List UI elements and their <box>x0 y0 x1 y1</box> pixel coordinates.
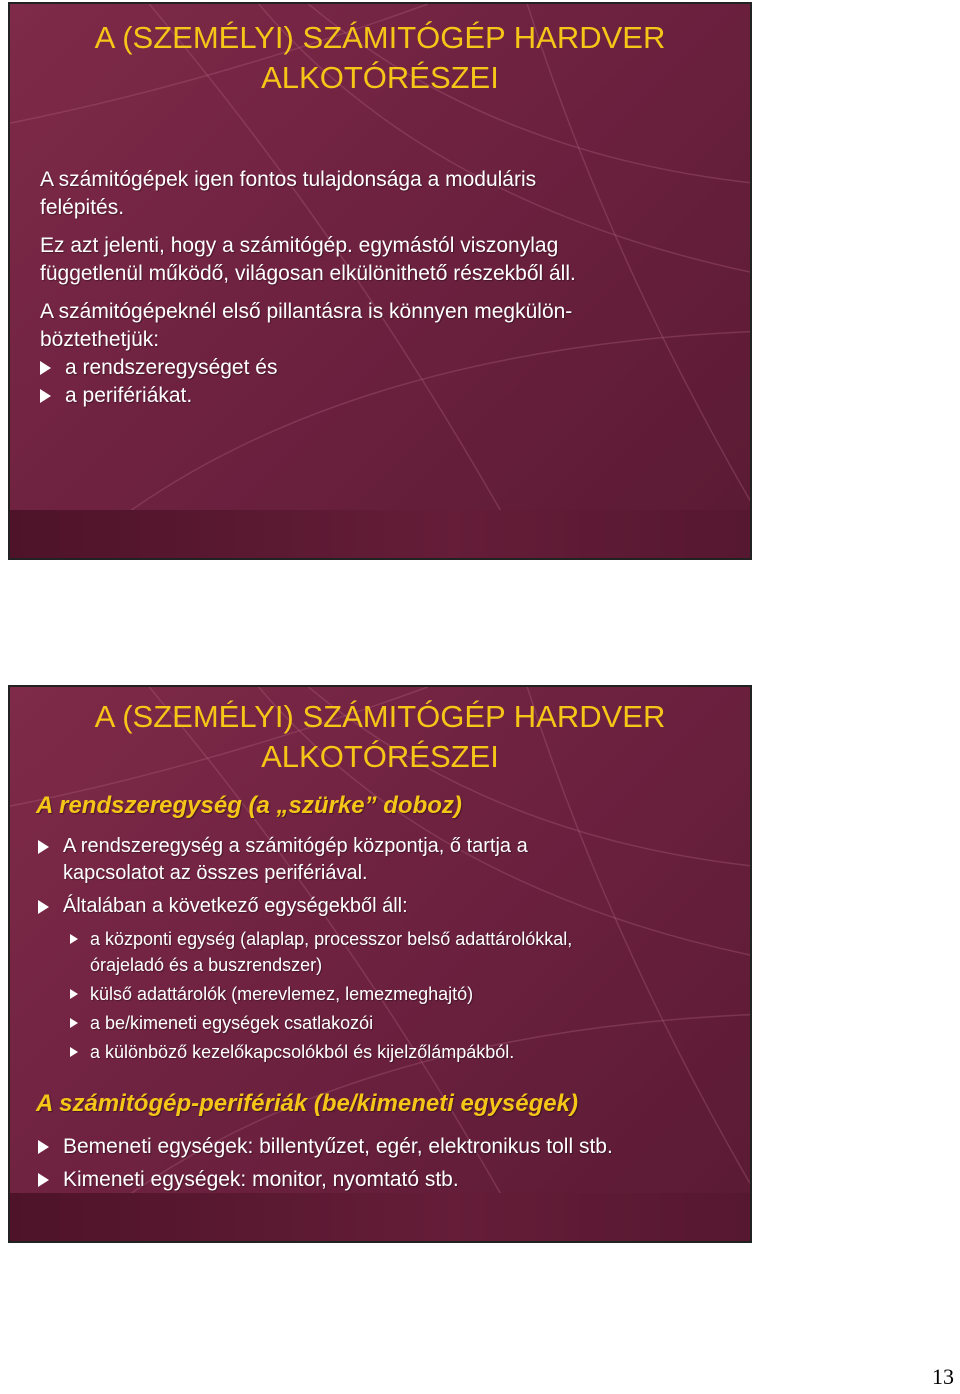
slide-2-title <box>10 697 750 777</box>
slide-1-content <box>10 4 750 558</box>
paragraph-3-line-2: böztethetjük: <box>40 328 160 351</box>
slide-2 <box>8 685 752 1243</box>
page-number: 13 <box>932 1364 954 1389</box>
bullet-item <box>40 354 730 382</box>
list-item <box>38 1131 738 1162</box>
slide-1-title-line-2: ALKOTÓRÉSZEI <box>261 60 499 95</box>
peripherals-list <box>38 1131 738 1201</box>
list-item-line-2: kapcsolatot az összes perifériával. <box>63 862 368 884</box>
paragraph-1-line-1: A számitógépek igen fontos tulajdonsága a moduláris <box>40 168 537 191</box>
paragraph-1-line-2: felépités. <box>40 196 125 219</box>
sublist-item-text: külső adattárolók (merevlemez, lemezmeghajtó) <box>90 984 474 1004</box>
list-item-text: Bemeneti egységek: billentyűzet, egér, elektronikus toll stb. <box>63 1135 613 1158</box>
slide-2-content <box>10 687 750 1241</box>
list-item-line-1: A rendszeregység a számitógép központja, ő tartja a <box>63 835 528 857</box>
slide-2-title-line-2: ALKOTÓRÉSZEI <box>261 739 499 774</box>
arrow-bullet-icon <box>38 900 49 914</box>
slide-1-body <box>40 166 730 410</box>
slide-1 <box>8 2 752 560</box>
bullet-item <box>40 382 730 410</box>
arrow-bullet-icon <box>40 389 51 403</box>
sublist-item-line-2: órajeladó és a buszrendszer) <box>90 955 323 975</box>
paragraph-2-line-2: függetlenül működő, világosan elkülönithető részekből áll. <box>40 262 576 285</box>
arrow-bullet-icon <box>38 1140 49 1154</box>
slide-1-title-line-1: A (SZEMÉLYI) SZÁMITÓGÉP HARDVER <box>94 20 666 55</box>
list-item <box>38 833 738 887</box>
system-unit-list <box>38 833 738 1068</box>
paragraph-3 <box>40 298 730 354</box>
sublist-item <box>70 926 738 978</box>
sublist-item-text: a különböző kezelőkapcsolókból és kijelzőlámpákból. <box>90 1042 515 1062</box>
list-item <box>38 1164 738 1195</box>
slide-2-title-line-1: A (SZEMÉLYI) SZÁMITÓGÉP HARDVER <box>94 699 666 734</box>
components-sublist <box>70 926 738 1065</box>
arrow-bullet-icon <box>40 361 51 375</box>
arrow-bullet-icon <box>38 840 49 854</box>
sublist-item <box>70 1039 738 1065</box>
arrow-bullet-icon <box>38 1173 49 1187</box>
paragraph-1 <box>40 166 730 222</box>
arrow-bullet-icon <box>70 1018 78 1028</box>
arrow-bullet-icon <box>70 989 78 999</box>
paragraph-2 <box>40 232 730 288</box>
list-item <box>38 893 738 920</box>
sublist-item-line-1: a központi egység (alaplap, processzor belső adattárolókkal, <box>90 929 573 949</box>
slide-1-title <box>10 18 750 98</box>
list-item-text: Kimeneti egységek: monitor, nyomtató stb. <box>63 1168 459 1191</box>
arrow-bullet-icon <box>70 934 78 944</box>
paragraph-3-line-1: A számitógépeknél első pillantásra is könnyen megkülön- <box>40 300 573 323</box>
paragraph-2-line-1: Ez azt jelenti, hogy a számitógép. egymástól viszonylag <box>40 234 559 257</box>
section-heading-peripherals: A számitógép-perifériák (be/kimeneti egységek) <box>36 1090 578 1117</box>
bullet-text: a rendszeregységet és <box>65 356 278 379</box>
section-heading-system-unit: A rendszeregység (a „szürke” doboz) <box>36 792 462 819</box>
sublist-item <box>70 1010 738 1036</box>
sublist-item-text: a be/kimeneti egységek csatlakozói <box>90 1013 374 1033</box>
bullet-text: a perifériákat. <box>65 384 193 407</box>
arrow-bullet-icon <box>70 1047 78 1057</box>
sublist-item <box>70 981 738 1007</box>
list-item-text: Általában a következő egységekből áll: <box>63 895 408 917</box>
